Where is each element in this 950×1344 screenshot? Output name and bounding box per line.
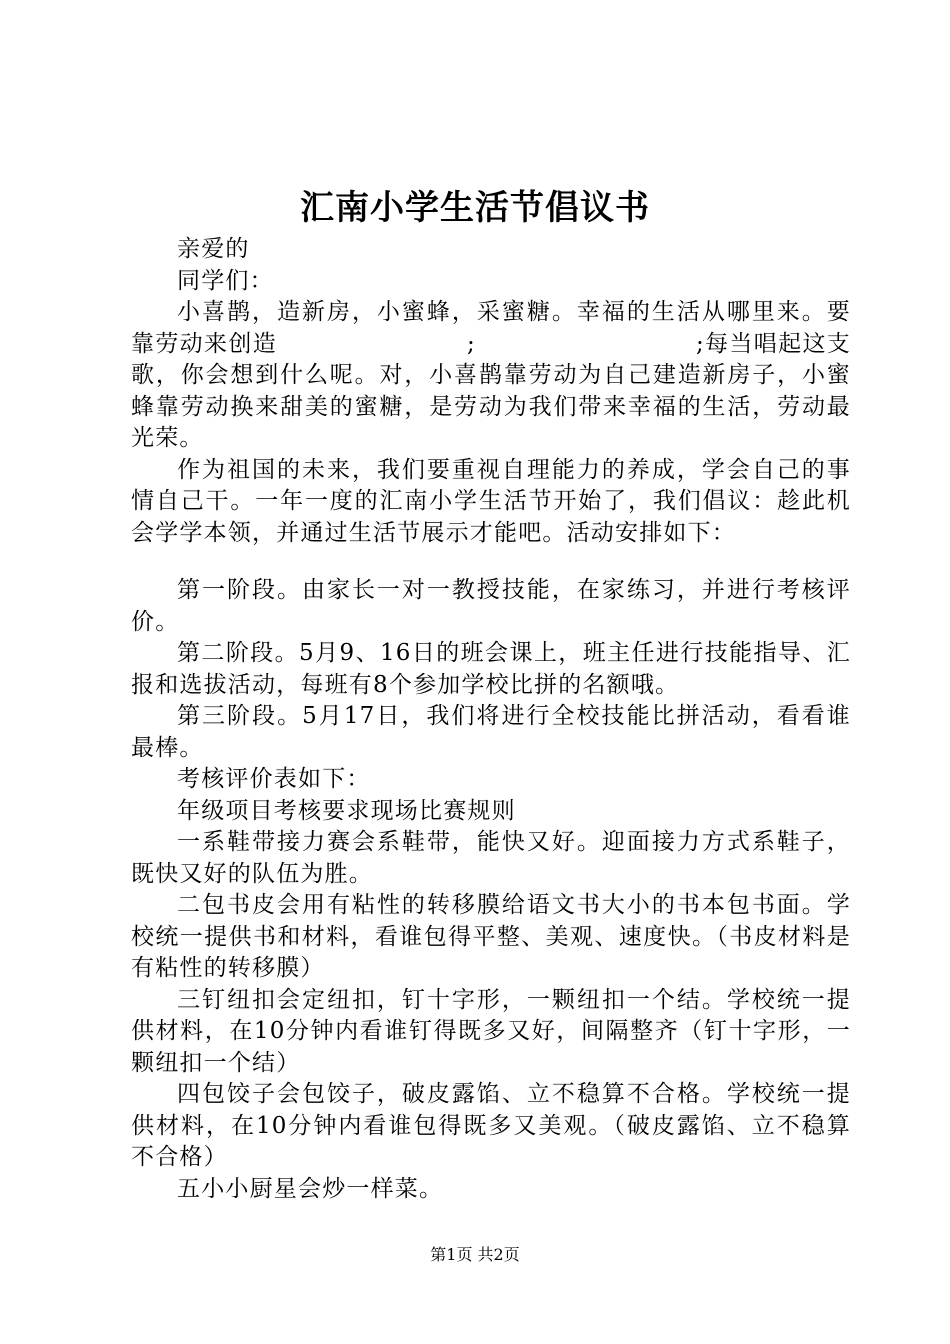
blank-separator-1: ; <box>467 330 476 357</box>
page-number-footer: 第1页 共2页 <box>430 1245 520 1264</box>
item-dumplings: 四包饺子会包饺子，破皮露馅、立不稳算不合格。学校统一提供材料，在10分钟内看谁包得既多又美观。（破皮露馅、立不稳算不合格） <box>131 1081 851 1170</box>
paragraph-initiative: 作为祖国的未来，我们要重视自理能力的养成，学会自己的事情自己干。一年一度的汇南小学生活节开始了，我们倡议：趁此机会学学本领，并通过生活节展示才能吧。活动安排如下： <box>131 456 851 546</box>
document-body <box>131 234 851 1205</box>
item-book-cover: 二包书皮会用有粘性的转移膜给语文书大小的书本包书面。学校统一提供书和材料，看谁包得平整、美观、速度快。（书皮材料是有粘性的转移膜） <box>131 892 851 981</box>
table-header: 年级项目考核要求现场比赛规则 <box>177 797 516 824</box>
paragraph-labor <box>131 297 851 455</box>
stage-2: 第二阶段。5月9、16日的班会课上，班主任进行技能指导、汇报和选拔活动，每班有8个参加学校比拼的名额哦。 <box>131 640 851 698</box>
stage-3: 第三阶段。5月17日，我们将进行全校技能比拼活动，看看谁最棒。 <box>131 703 851 761</box>
item-cooking: 五小小厨星会炒一样菜。 <box>177 1175 444 1202</box>
paragraph-labor-start: 小喜鹊，造新房，小蜜蜂，采蜜糖。幸福的生活从哪里来。要靠劳动来创造 <box>131 299 851 357</box>
item-shoelace: 一系鞋带接力赛会系鞋带，能快又好。迎面接力方式系鞋子，既快又好的队伍为胜。 <box>131 829 851 887</box>
document-title: 汇南小学生活节倡议书 <box>300 188 650 228</box>
greeting-line-2: 同学们： <box>177 267 274 294</box>
item-buttons: 三钉纽扣会定纽扣，钉十字形，一颗纽扣一个结。学校统一提供材料，在10分钟内看谁钉得既多又好，间隔整齐（钉十字形，一颗纽扣一个结） <box>131 986 851 1076</box>
table-intro: 考核评价表如下： <box>177 766 371 792</box>
blank-separator-2: ; <box>696 330 705 357</box>
greeting-line-1: 亲爱的 <box>177 236 250 262</box>
stage-1: 第一阶段。由家长一对一教授技能，在家练习，并进行考核评价。 <box>131 577 851 635</box>
paragraph-labor-end: 每当唱起这支歌，你会想到什么呢。对，小喜鹊靠劳动为自己建造新房子，小蜜蜂靠劳动换来甜美的蜜糖，是劳动为我们带来幸福的生活，劳动最光荣。 <box>131 330 851 451</box>
